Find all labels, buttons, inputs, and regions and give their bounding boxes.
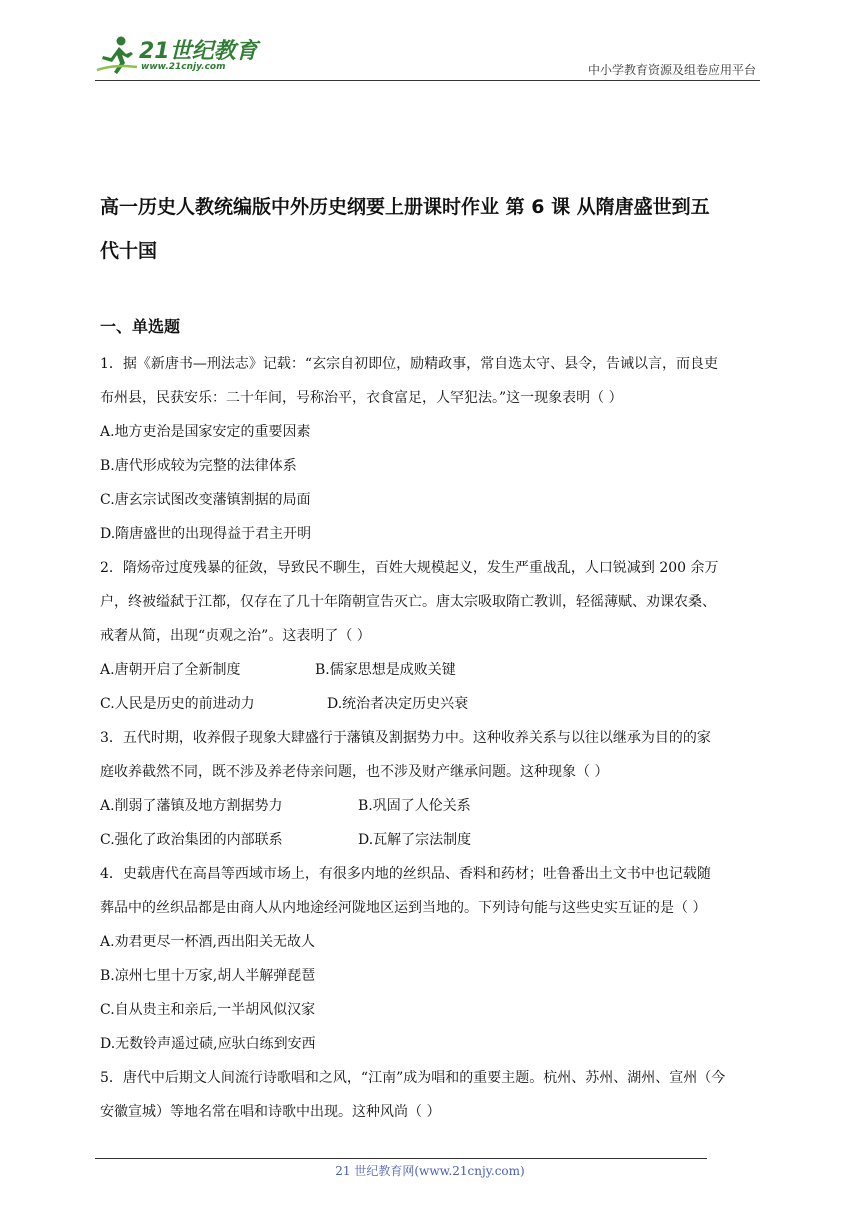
option-c: C.唐玄宗试图改变藩镇割据的局面 (100, 492, 311, 508)
logo-url: www.21cnjy.com (141, 62, 226, 72)
site-logo (95, 34, 265, 76)
question-text: 布州县，民获安乐：二十年间，号称治平，衣食富足，人罕犯法。”这一现象表明（ ） (100, 390, 623, 406)
page-header (95, 30, 760, 81)
option-a: A.削弱了藩镇及地方割据势力 (100, 798, 283, 814)
option-a: A.地方吏治是国家安定的重要因素 (100, 424, 311, 440)
option-c: C.自从贵主和亲后,一半胡风似汉家 (100, 1002, 316, 1018)
option-d: D.统治者决定历史兴衰 (327, 696, 469, 712)
option-c: C.强化了政治集团的内部联系 (100, 832, 283, 848)
platform-name: 中小学教育资源及组卷应用平台 (587, 63, 756, 77)
title-line: 高一历史人教统编版中外历史纲要上册课时作业 第 6 课 从隋唐盛世到五 (100, 196, 710, 218)
question-text: 户，终被缢弑于江都，仅存在了几十年隋朝宣告灭亡。唐太宗吸取隋亡教训，轻徭薄赋、劝课农桑、 (100, 594, 716, 610)
option-a: A.劝君更尽一杯酒,西出阳关无故人 (100, 934, 316, 950)
question-text: 5．唐代中后期文人间流行诗歌唱和之风，“江南”成为唱和的重要主题。杭州、苏州、湖州、宣州（今 (100, 1070, 726, 1086)
runner-logo-icon (95, 34, 139, 76)
question-list (100, 347, 765, 1129)
question-text: 3．五代时期，收养假子现象大肆盛行于藩镇及割据势力中。这种收养关系与以往以继承为目的的家 (100, 730, 711, 746)
section-heading: 一、单选题 (100, 317, 181, 336)
option-a: A.唐朝开启了全新制度 (100, 662, 241, 678)
option-c: C.人民是历史的前进动力 (100, 696, 255, 712)
question-text: 安徽宣城）等地名常在唱和诗歌中出现。这种风尚（ ） (100, 1104, 441, 1120)
footer-divider (95, 1158, 707, 1159)
question-text: 庭收养截然不同，既不涉及养老侍亲问题，也不涉及财产继承问题。这种现象（ ） (100, 764, 609, 780)
logo-text: 21世纪教育 (139, 39, 258, 64)
question-text: 葬品中的丝织品都是由商人从内地途经河陇地区运到当地的。下列诗句能与这些史实互证的是（ ） (100, 900, 707, 916)
option-b: B.唐代形成较为完整的法律体系 (100, 458, 297, 474)
footer-text: 21 世纪教育网(www.21cnjy.com) (335, 1164, 525, 1178)
question-text: 戒奢从简，出现“贞观之治”。这表明了（ ） (100, 628, 371, 644)
option-d: D.隋唐盛世的出现得益于君主开明 (100, 526, 312, 542)
option-row (100, 789, 765, 823)
option-b: B.儒家思想是成败关键 (315, 662, 456, 678)
document-title (100, 185, 760, 273)
question-text: 2．隋炀帝过度残暴的征敛，导致民不聊生，百姓大规模起义，发生严重战乱，人口锐减到 200 余万 (100, 560, 719, 576)
option-d: D.瓦解了宗法制度 (358, 832, 472, 848)
question-text: 4．史载唐代在高昌等西域市场上，有很多内地的丝织品、香料和药材；吐鲁番出土文书中也记载随 (100, 866, 711, 882)
option-row (100, 687, 765, 721)
question-text: 1．据《新唐书—刑法志》记载：“玄宗自初即位，励精政事，常自选太守、县令，告诫以言，而良吏 (100, 356, 719, 372)
option-row (100, 823, 765, 857)
option-d: D.无数铃声遥过碛,应驮白练到安西 (100, 1036, 316, 1052)
option-row (100, 653, 765, 687)
title-line: 代十国 (100, 240, 158, 262)
option-b: B.凉州七里十万家,胡人半解弹琵琶 (100, 968, 316, 984)
option-b: B.巩固了人伦关系 (358, 798, 471, 814)
